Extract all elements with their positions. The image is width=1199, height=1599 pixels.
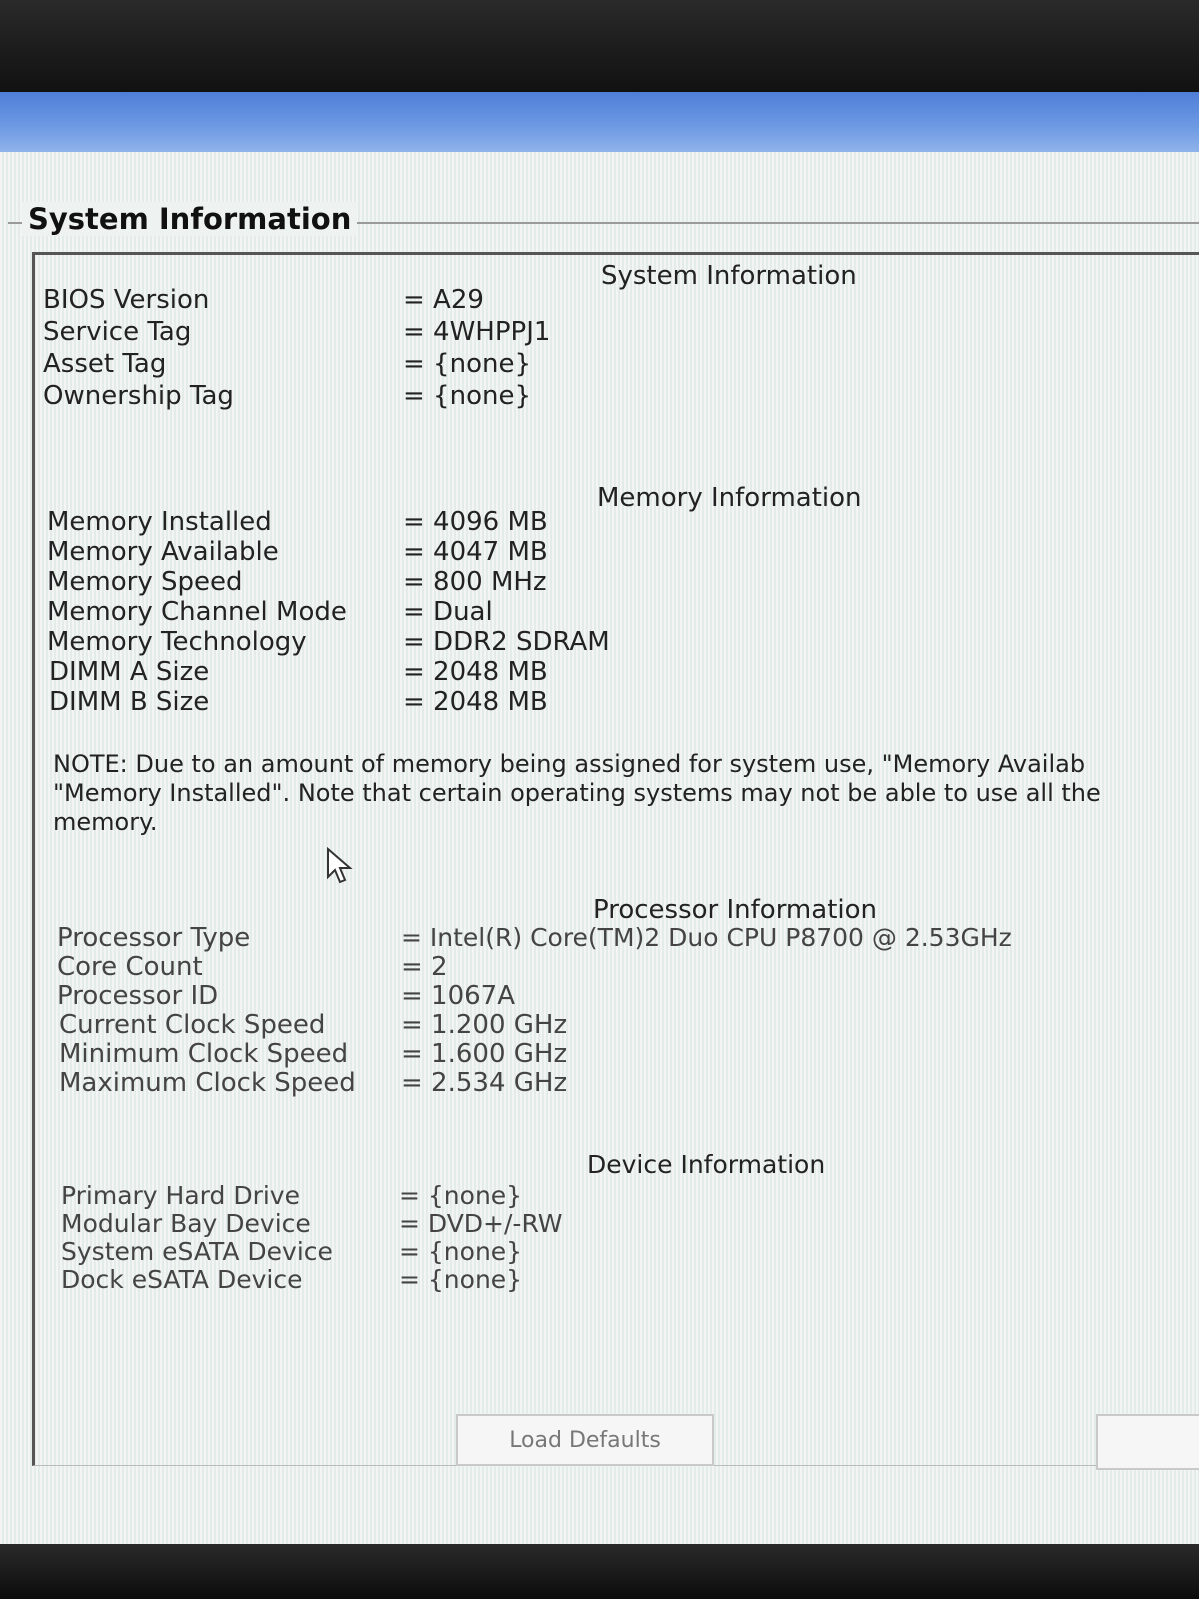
row-bios-version xyxy=(43,285,1193,317)
row-memory-available xyxy=(47,537,1197,569)
row-service-tag xyxy=(43,317,1193,349)
row-value: = 2 xyxy=(401,952,448,982)
row-value: = 2048 MB xyxy=(403,657,548,687)
system-section-title: System Information xyxy=(601,261,857,291)
row-label: DIMM B Size xyxy=(49,687,210,717)
row-value: = {none} xyxy=(399,1237,523,1266)
row-value: = 1.600 GHz xyxy=(401,1039,568,1069)
monitor-bottom-bezel xyxy=(0,1544,1199,1599)
device-section-title: Device Information xyxy=(587,1150,826,1179)
row-label: Memory Available xyxy=(47,537,279,567)
row-memory-speed xyxy=(47,567,1197,599)
row-value: = {none} xyxy=(403,349,531,379)
row-label: System eSATA Device xyxy=(61,1237,333,1266)
row-label: Processor ID xyxy=(57,981,219,1011)
row-value: = DVD+/-RW xyxy=(399,1209,563,1238)
memory-section-title: Memory Information xyxy=(597,483,862,513)
row-label: Service Tag xyxy=(43,317,192,347)
row-label: Ownership Tag xyxy=(43,381,234,411)
row-value: = {none} xyxy=(403,381,531,411)
row-value: = 800 MHz xyxy=(403,567,547,597)
row-value: = 2.534 GHz xyxy=(401,1068,568,1098)
row-label: Maximum Clock Speed xyxy=(59,1068,356,1098)
row-value: = 4047 MB xyxy=(403,537,548,567)
row-dimm-b-size xyxy=(49,687,1199,719)
row-dock-esata-device xyxy=(61,1265,1199,1297)
row-value: = A29 xyxy=(403,285,484,315)
row-current-clock-speed xyxy=(59,1010,1199,1042)
row-value: = 4096 MB xyxy=(403,507,548,537)
row-value: = 2048 MB xyxy=(403,687,548,717)
row-label: Memory Channel Mode xyxy=(47,597,347,627)
row-label: Dock eSATA Device xyxy=(61,1265,303,1294)
row-processor-type xyxy=(57,923,1199,955)
row-label: Memory Technology xyxy=(47,627,307,657)
memory-note: NOTE: Due to an amount of memory being assigned for system use, "Memory Availab "Memory Installed". Note that certain operating systems may not be able to use all the memory. xyxy=(53,750,1101,836)
info-panel xyxy=(32,252,1199,1466)
row-value: = 4WHPPJ1 xyxy=(403,317,551,347)
row-value: = {none} xyxy=(399,1181,523,1210)
row-value: = Intel(R) Core(TM)2 Duo CPU P8700 @ 2.53GHz xyxy=(401,923,1012,952)
processor-section-title: Processor Information xyxy=(593,895,877,925)
row-asset-tag xyxy=(43,349,1193,381)
row-core-count xyxy=(57,952,1199,984)
row-maximum-clock-speed xyxy=(59,1068,1199,1100)
row-minimum-clock-speed xyxy=(59,1039,1199,1071)
load-defaults-button[interactable]: Load Defaults xyxy=(456,1414,714,1466)
row-processor-id xyxy=(57,981,1199,1013)
row-label: Asset Tag xyxy=(43,349,167,379)
row-memory-installed xyxy=(47,507,1197,539)
row-ownership-tag xyxy=(43,381,1193,413)
row-label: Minimum Clock Speed xyxy=(59,1039,349,1069)
monitor-top-bezel xyxy=(0,0,1199,92)
bios-header-band xyxy=(0,92,1199,152)
row-label: Memory Installed xyxy=(47,507,272,537)
row-label: DIMM A Size xyxy=(49,657,210,687)
row-value: = Dual xyxy=(403,597,493,627)
row-label: Current Clock Speed xyxy=(59,1010,326,1040)
group-title: System Information xyxy=(22,202,357,236)
row-label: Modular Bay Device xyxy=(61,1209,311,1238)
bios-screen xyxy=(0,152,1199,1544)
row-label: Processor Type xyxy=(57,923,251,953)
next-button-partial[interactable] xyxy=(1096,1414,1199,1470)
row-value: = DDR2 SDRAM xyxy=(403,627,610,657)
row-label: Memory Speed xyxy=(47,567,243,597)
row-value: = 1067A xyxy=(401,981,516,1011)
row-label: BIOS Version xyxy=(43,285,210,315)
row-value: = 1.200 GHz xyxy=(401,1010,568,1040)
mouse-pointer-icon xyxy=(325,847,355,887)
row-label: Core Count xyxy=(57,952,203,982)
row-dimm-a-size xyxy=(49,657,1199,689)
row-value: = {none} xyxy=(399,1265,523,1294)
row-memory-technology xyxy=(47,627,1197,659)
row-memory-channel-mode xyxy=(47,597,1197,629)
row-label: Primary Hard Drive xyxy=(61,1181,300,1210)
